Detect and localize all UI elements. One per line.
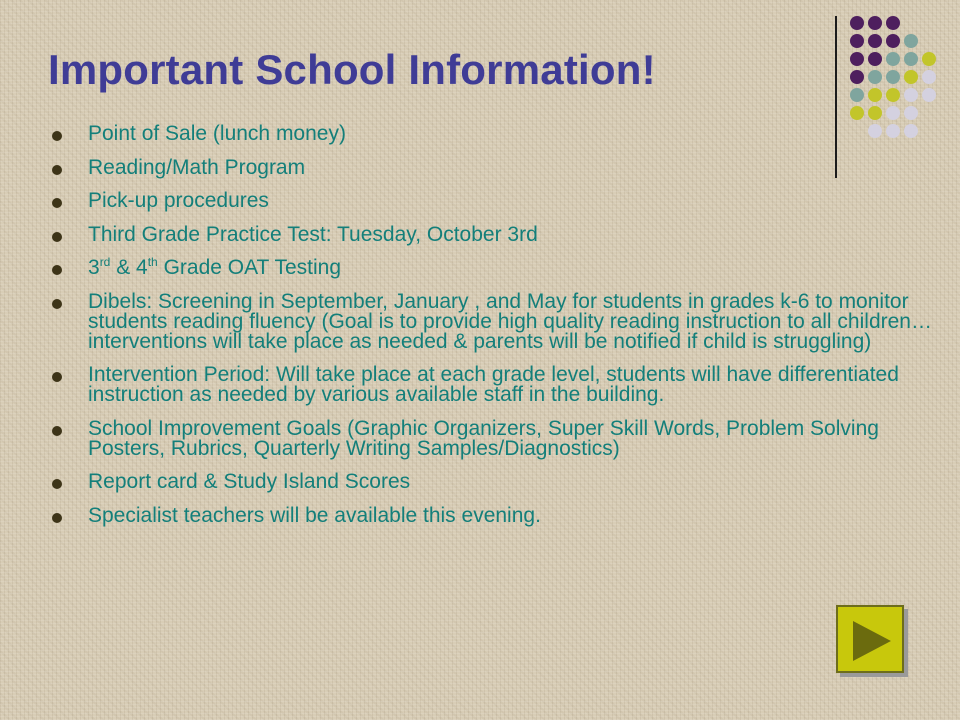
bullet-item: Third Grade Practice Test: Tuesday, October 3rd	[52, 225, 932, 245]
decorative-dot	[922, 52, 936, 66]
play-arrow-icon	[853, 621, 891, 661]
decorative-dot	[886, 70, 900, 84]
decorative-dot	[850, 106, 864, 120]
decorative-dot	[904, 88, 918, 102]
oat-mid: & 4	[110, 256, 148, 279]
bullet-item: Pick-up procedures	[52, 191, 932, 211]
decorative-dot	[904, 106, 918, 120]
oat-sup-th: th	[147, 255, 158, 269]
bullet-item-oat-testing	[52, 255, 932, 279]
decorative-dot	[868, 52, 882, 66]
decorative-dot	[850, 16, 864, 30]
decorative-dot	[886, 106, 900, 120]
decorative-dot	[850, 70, 864, 84]
decorative-dot	[868, 106, 882, 120]
decorative-dot	[904, 52, 918, 66]
oat-rest: Grade OAT Testing	[157, 256, 341, 279]
decorative-dot	[868, 16, 882, 30]
bullet-list	[52, 124, 932, 539]
bullet-item: Reading/Math Program	[52, 158, 932, 178]
next-slide-button[interactable]	[836, 605, 904, 673]
decorative-dot	[886, 16, 900, 30]
bullet-item: Report card & Study Island Scores	[52, 472, 932, 492]
decorative-dot	[886, 34, 900, 48]
decorative-dot	[868, 88, 882, 102]
bullet-item: Intervention Period: Will take place at each grade level, students will have differentiated instruction as needed by various available staff in the building.	[52, 365, 932, 405]
slide-title: Important School Information!	[48, 46, 656, 93]
decorative-dot	[904, 34, 918, 48]
decorative-dot	[922, 70, 936, 84]
oat-grade-3: 3	[88, 256, 100, 279]
bullet-item: School Improvement Goals (Graphic Organizers, Super Skill Words, Problem Solving Posters, Rubrics, Quarterly Writing Samples/Diagnostics)	[52, 419, 932, 459]
decorative-dot	[904, 70, 918, 84]
decorative-dot	[850, 34, 864, 48]
decorative-dot	[868, 34, 882, 48]
decorative-dot	[868, 70, 882, 84]
decorative-dot	[850, 52, 864, 66]
decorative-dot	[886, 52, 900, 66]
decorative-dot	[922, 88, 936, 102]
bullet-item: Specialist teachers will be available this evening.	[52, 506, 932, 526]
bullet-item: Point of Sale (lunch money)	[52, 124, 932, 144]
bullet-item: Dibels: Screening in September, January , and May for students in grades k-6 to monitor students reading fluency (Goal is to provide high quality reading instruction to all children…interventions will take place as needed & parents will be notified if child is struggling)	[52, 292, 932, 352]
oat-sup-rd: rd	[99, 255, 111, 269]
decorative-dot	[850, 88, 864, 102]
decorative-dot	[886, 88, 900, 102]
